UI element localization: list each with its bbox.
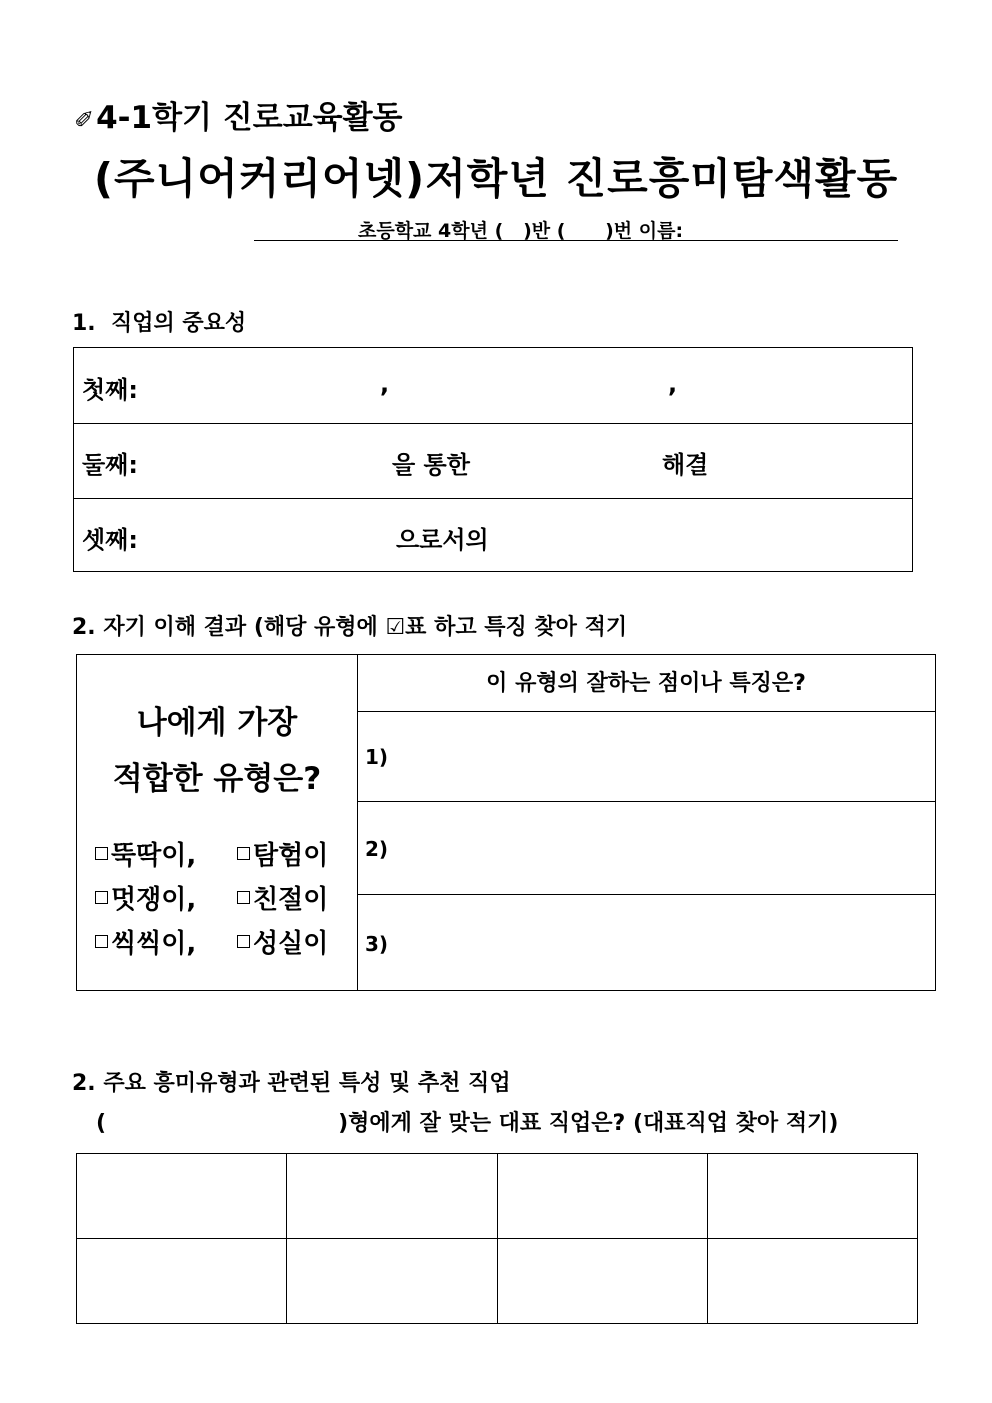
option-ssikssigi[interactable]: 씩씩이, xyxy=(95,923,196,960)
job-grid-row xyxy=(77,1154,918,1239)
checkbox-icon[interactable] xyxy=(237,847,250,860)
question-line-1: 나에게 가장 xyxy=(136,705,298,741)
feature-number: 2) xyxy=(365,837,389,861)
option-chinjeori[interactable]: 친절이 xyxy=(237,879,328,916)
job-cell[interactable] xyxy=(287,1154,497,1239)
row-label: 둘째: xyxy=(82,451,138,479)
self-understanding-table xyxy=(76,654,936,991)
checkbox-icon[interactable] xyxy=(95,935,108,948)
job-grid xyxy=(76,1153,918,1324)
row-mid-text: , xyxy=(380,370,390,398)
importance-row-second[interactable] xyxy=(74,423,912,499)
job-cell[interactable] xyxy=(287,1239,497,1324)
features-header: 이 유형의 잘하는 점이나 특징은? xyxy=(357,655,935,712)
job-cell[interactable] xyxy=(77,1154,287,1239)
importance-table xyxy=(73,347,913,572)
section3-subheading: ( )형에게 잘 맞는 대표 직업은? (대표직업 찾아 적기) xyxy=(96,1111,839,1136)
section2-heading: 2. 자기 이해 결과 (해당 유형에 ☑표 하고 특징 찾아 적기 xyxy=(72,615,628,640)
job-grid-row xyxy=(77,1239,918,1324)
row-right-text: , xyxy=(668,370,678,398)
section1-heading: 1. 직업의 중요성 xyxy=(72,311,247,336)
option-seongsiri[interactable]: 성실이 xyxy=(237,923,328,960)
option-tamheomi[interactable]: 탐험이 xyxy=(237,835,328,872)
row-right-text: 해결 xyxy=(662,451,709,479)
row-label: 첫째: xyxy=(82,376,138,404)
student-info-text: 초등학교 4학년 ( )반 ( )번 이름: xyxy=(358,220,684,242)
job-cell[interactable] xyxy=(707,1154,917,1239)
importance-row-first[interactable] xyxy=(74,348,912,424)
importance-row-third[interactable] xyxy=(74,498,912,573)
job-cell[interactable] xyxy=(497,1154,707,1239)
checkbox-icon[interactable] xyxy=(237,891,250,904)
feature-number: 3) xyxy=(365,932,389,956)
row-mid-text: 으로서의 xyxy=(396,526,489,554)
student-info-line xyxy=(254,216,898,241)
feature-row-2[interactable] xyxy=(357,801,935,895)
activity-heading xyxy=(74,92,402,137)
checkbox-icon[interactable] xyxy=(95,847,108,860)
option-meotjaengi[interactable]: 멋쟁이, xyxy=(95,879,196,916)
section3-heading: 2. 주요 흥미유형과 관련된 특성 및 추천 직업 xyxy=(72,1071,511,1096)
row-mid-text: 을 통한 xyxy=(392,451,470,479)
checkbox-icon[interactable] xyxy=(237,935,250,948)
row-label: 셋째: xyxy=(82,526,138,554)
pencil-icon: ✐ xyxy=(74,106,95,134)
heading-text: 4-1학기 진로교육활동 xyxy=(96,100,403,136)
feature-row-3[interactable] xyxy=(357,894,935,990)
job-cell[interactable] xyxy=(497,1239,707,1324)
job-cell[interactable] xyxy=(707,1239,917,1324)
type-selection-cell xyxy=(77,655,358,990)
question-line-2: 적합한 유형은? xyxy=(112,761,322,797)
page-title: (주니어커리어넷)저학년 진로흥미탐색활동 xyxy=(93,154,899,203)
feature-number: 1) xyxy=(365,745,389,769)
checkbox-icon[interactable] xyxy=(95,891,108,904)
option-ttukttagi[interactable]: 뚝딱이, xyxy=(95,835,196,872)
job-cell[interactable] xyxy=(77,1239,287,1324)
features-column xyxy=(357,655,935,990)
feature-row-1[interactable] xyxy=(357,711,935,802)
